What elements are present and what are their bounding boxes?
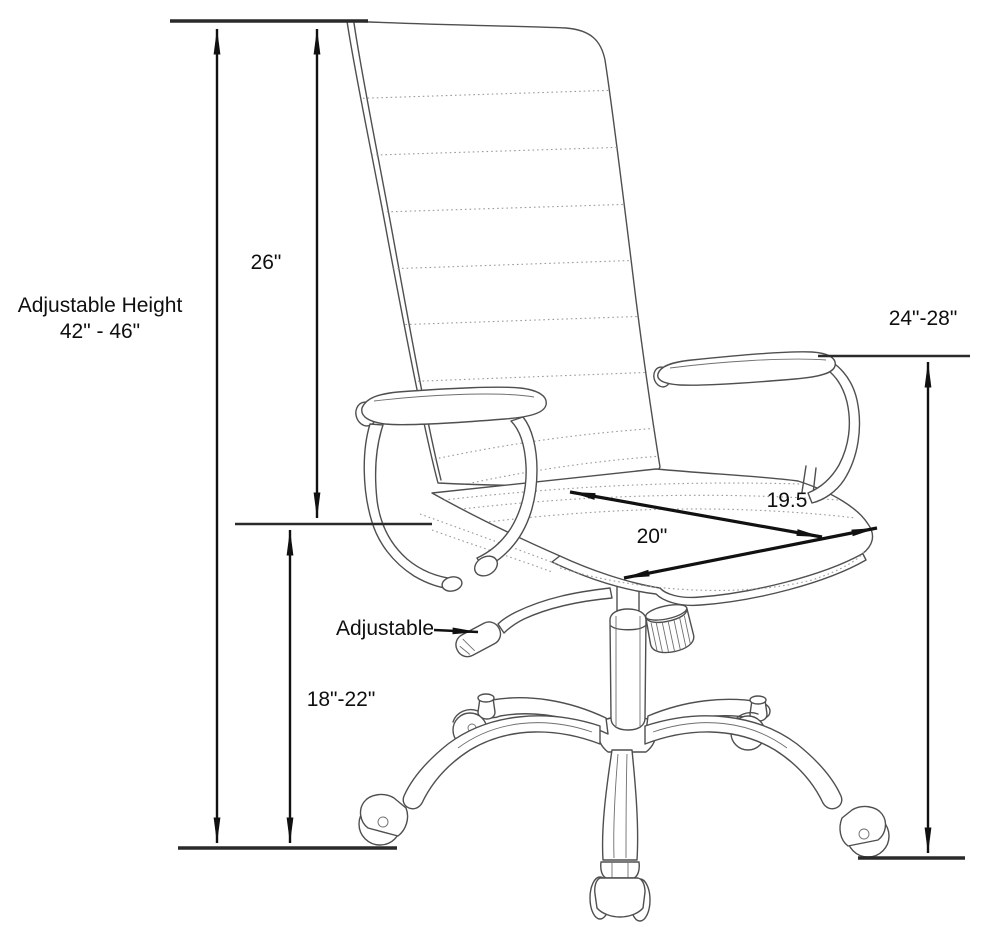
base-leg-front [603,750,638,860]
tilt-lever [452,588,612,661]
label-overall-height [10,293,190,345]
right-armrest-pad [658,352,836,385]
caster-left [359,795,408,845]
gas-cylinder [610,609,646,730]
caster-right [840,807,889,857]
label-arm-height: 24"-28" [888,307,958,330]
label-seat-height: 18"-22" [306,688,376,711]
caster-front [590,862,650,921]
adjustment-knob [643,601,696,656]
label-back-height: 26" [250,251,282,274]
label-overall-height-line2: 42" - 46" [59,320,141,343]
base-leg-right [645,716,842,809]
label-seat-width: 20" [636,525,668,548]
label-seat-depth: 19.5 [766,489,808,512]
chair-backrest [340,21,662,502]
base-leg-left [403,716,600,809]
label-overall-height-line1: Adjustable Height [17,294,183,317]
gas-lift [610,583,646,730]
right-armrest-front-support [808,355,859,503]
label-lever-adjustable: Adjustable [336,617,435,640]
